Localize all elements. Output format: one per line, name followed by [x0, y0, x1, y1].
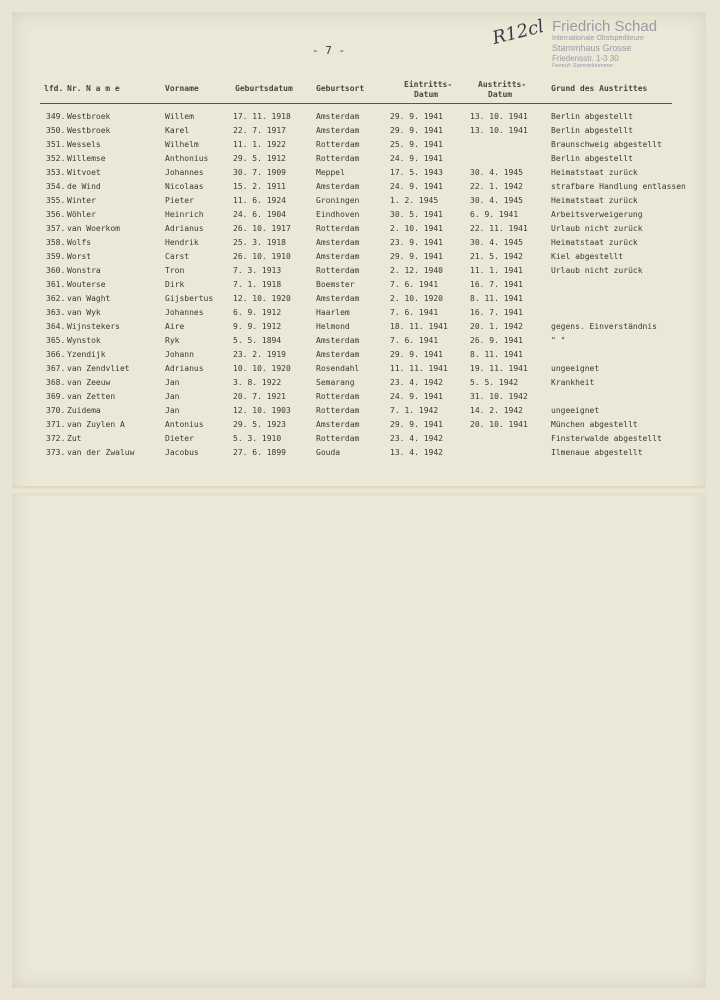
- table-row: [0, 434, 720, 448]
- cell-name: van Zendvliet: [67, 364, 130, 373]
- cell-geb: 20. 7. 1921: [233, 392, 286, 401]
- cell-vorname: Jan: [165, 406, 180, 415]
- cell-aus: 19. 11. 1941: [470, 364, 528, 373]
- cell-nr: 350.: [46, 126, 66, 135]
- cell-nr: 369.: [46, 392, 66, 401]
- cell-geb: 5. 5. 1894: [233, 336, 282, 345]
- cell-geb: 29. 5. 1923: [233, 420, 286, 429]
- cell-aus: 11. 1. 1941: [470, 266, 523, 275]
- table-row: [0, 224, 720, 238]
- cell-nr: 351.: [46, 140, 66, 149]
- cell-ort: Boemster: [316, 280, 355, 289]
- cell-grund: Berlin abgestellt: [551, 126, 633, 135]
- cell-name: van Zeeuw: [67, 378, 111, 387]
- cell-ort: Helmond: [316, 322, 350, 331]
- cell-nr: 370.: [46, 406, 66, 415]
- table-row: [0, 238, 720, 252]
- cell-aus: 31. 10. 1942: [470, 392, 528, 401]
- table-row: [0, 336, 720, 350]
- table-row: [0, 112, 720, 126]
- table-row: [0, 126, 720, 140]
- cell-ein: 29. 9. 1941: [390, 252, 443, 261]
- cell-geb: 5. 3. 1910: [233, 434, 282, 443]
- cell-vorname: Tron: [165, 266, 185, 275]
- cell-grund: Braunschweig abgestellt: [551, 140, 662, 149]
- cell-ort: Amsterdam: [316, 420, 360, 429]
- cell-ein: 24. 9. 1941: [390, 154, 443, 163]
- cell-grund: Heimatstaat zurück: [551, 196, 638, 205]
- cell-ort: Rotterdam: [316, 406, 360, 415]
- cell-ort: Amsterdam: [316, 336, 360, 345]
- cell-name: Wöhler: [67, 210, 96, 219]
- cell-aus: 22. 11. 1941: [470, 224, 528, 233]
- cell-name: Wijnstekers: [67, 322, 120, 331]
- table-row: [0, 196, 720, 210]
- cell-nr: 352.: [46, 154, 66, 163]
- cell-name: van Waght: [67, 294, 111, 303]
- cell-vorname: Hendrik: [165, 238, 199, 247]
- cell-ort: Rotterdam: [316, 224, 360, 233]
- cell-name: Westbroek: [67, 112, 111, 121]
- cell-geb: 22. 7. 1917: [233, 126, 286, 135]
- cell-name: Wouterse: [67, 280, 106, 289]
- cell-grund: Finsterwalde abgestellt: [551, 434, 662, 443]
- header-geburtsdatum: Geburtsdatum: [235, 84, 293, 93]
- cell-grund: Arbeitsverweigerung: [551, 210, 643, 219]
- cell-nr: 372.: [46, 434, 66, 443]
- table-row: [0, 140, 720, 154]
- cell-grund: ungeeignet: [551, 364, 600, 373]
- cell-ort: Haarlem: [316, 308, 350, 317]
- cell-vorname: Dieter: [165, 434, 194, 443]
- cell-name: Wolfs: [67, 238, 92, 247]
- cell-vorname: Nicolaas: [165, 182, 204, 191]
- cell-vorname: Johannes: [165, 308, 204, 317]
- cell-ein: 24. 9. 1941: [390, 392, 443, 401]
- cell-vorname: Carst: [165, 252, 190, 261]
- cell-vorname: Heinrich: [165, 210, 204, 219]
- cell-vorname: Jacobus: [165, 448, 199, 457]
- cell-geb: 24. 6. 1904: [233, 210, 286, 219]
- cell-nr: 358.: [46, 238, 66, 247]
- table-row: [0, 280, 720, 294]
- table-row: [0, 322, 720, 336]
- stamp-line: Friedrich Schad: [552, 18, 658, 35]
- cell-name: van Zetten: [67, 392, 116, 401]
- cell-geb: 29. 5. 1912: [233, 154, 286, 163]
- cell-ein: 11. 11. 1941: [390, 364, 448, 373]
- cell-geb: 9. 9. 1912: [233, 322, 282, 331]
- table-row: [0, 252, 720, 266]
- cell-vorname: Pieter: [165, 196, 194, 205]
- cell-name: Wynstok: [67, 336, 101, 345]
- table-header: [0, 80, 720, 104]
- cell-aus: 20. 10. 1941: [470, 420, 528, 429]
- cell-geb: 15. 2. 1911: [233, 182, 286, 191]
- table-row: [0, 210, 720, 224]
- cell-name: Willemse: [67, 154, 106, 163]
- cell-ort: Groningen: [316, 196, 360, 205]
- stamp-line: Internationale Obstspediteure: [552, 35, 644, 43]
- cell-ein: 7. 6. 1941: [390, 280, 439, 289]
- cell-aus: 13. 10. 1941: [470, 112, 528, 121]
- cell-name: Zuidema: [67, 406, 101, 415]
- cell-ein: 24. 9. 1941: [390, 182, 443, 191]
- cell-name: Witvoet: [67, 168, 101, 177]
- cell-ein: 23. 4. 1942: [390, 378, 443, 387]
- cell-nr: 361.: [46, 280, 66, 289]
- cell-vorname: Aire: [165, 322, 185, 331]
- cell-geb: 7. 1. 1918: [233, 280, 282, 289]
- cell-vorname: Willem: [165, 112, 194, 121]
- cell-ein: 17. 5. 1943: [390, 168, 443, 177]
- stamp-line: Fernruf: Sammelnummer: [552, 62, 614, 69]
- cell-ort: Eindhoven: [316, 210, 360, 219]
- cell-nr: 362.: [46, 294, 66, 303]
- cell-geb: 23. 2. 1919: [233, 350, 286, 359]
- cell-nr: 357.: [46, 224, 66, 233]
- cell-vorname: Ryk: [165, 336, 180, 345]
- cell-aus: 22. 1. 1942: [470, 182, 523, 191]
- cell-nr: 371.: [46, 420, 66, 429]
- cell-grund: Berlin abgestellt: [551, 154, 633, 163]
- cell-ort: Amsterdam: [316, 252, 360, 261]
- cell-ort: Meppel: [316, 168, 345, 177]
- cell-geb: 26. 10. 1910: [233, 252, 291, 261]
- cell-ort: Amsterdam: [316, 112, 360, 121]
- cell-aus: 13. 10. 1941: [470, 126, 528, 135]
- cell-ort: Gouda: [316, 448, 341, 457]
- cell-grund: Urlaub nicht zurück: [551, 224, 643, 233]
- cell-ein: 23. 4. 1942: [390, 434, 443, 443]
- header-geburtsort: Geburtsort: [316, 84, 365, 93]
- cell-nr: 366.: [46, 350, 66, 359]
- cell-geb: 30. 7. 1909: [233, 168, 286, 177]
- cell-ein: 7. 6. 1941: [390, 308, 439, 317]
- cell-ein: 7. 1. 1942: [390, 406, 439, 415]
- cell-grund: Heimatstaat zurück: [551, 168, 638, 177]
- cell-ein: 29. 9. 1941: [390, 420, 443, 429]
- cell-geb: 11. 1. 1922: [233, 140, 286, 149]
- cell-grund: " ": [551, 336, 566, 345]
- cell-grund: Kiel abgestellt: [551, 252, 624, 261]
- cell-nr: 360.: [46, 266, 66, 275]
- cell-vorname: Dirk: [165, 280, 185, 289]
- cell-ort: Rotterdam: [316, 392, 360, 401]
- table-row: [0, 350, 720, 364]
- cell-geb: 12. 10. 1920: [233, 294, 291, 303]
- table-row: [0, 182, 720, 196]
- cell-ein: 2. 10. 1920: [390, 294, 443, 303]
- cell-vorname: Jan: [165, 392, 180, 401]
- cell-aus: 5. 5. 1942: [470, 378, 519, 387]
- table-row: [0, 364, 720, 378]
- header-rule: [40, 103, 672, 104]
- cell-name: van der Zwaluw: [67, 448, 135, 457]
- cell-ort: Rotterdam: [316, 140, 360, 149]
- cell-aus: 8. 11. 1941: [470, 350, 523, 359]
- cell-grund: Urlaub nicht zurück: [551, 266, 643, 275]
- cell-ein: 29. 9. 1941: [390, 350, 443, 359]
- cell-vorname: Wilhelm: [165, 140, 199, 149]
- cell-ein: 1. 2. 1945: [390, 196, 439, 205]
- cell-geb: 11. 6. 1924: [233, 196, 286, 205]
- cell-grund: gegens. Einverständnis: [551, 322, 657, 331]
- cell-aus: 16. 7. 1941: [470, 280, 523, 289]
- cell-ein: 29. 9. 1941: [390, 112, 443, 121]
- cell-ein: 25. 9. 1941: [390, 140, 443, 149]
- cell-name: Westbroek: [67, 126, 111, 135]
- cell-nr: 365.: [46, 336, 66, 345]
- header-nr: Nr.: [67, 84, 82, 93]
- cell-grund: ungeeignet: [551, 406, 600, 415]
- header-name: N a m e: [86, 84, 120, 93]
- cell-vorname: Johann: [165, 350, 194, 359]
- header-lfd: lfd.: [44, 84, 64, 93]
- cell-nr: 373.: [46, 448, 66, 457]
- table-row: [0, 168, 720, 182]
- cell-name: de Wind: [67, 182, 101, 191]
- cell-aus: 14. 2. 1942: [470, 406, 523, 415]
- cell-ort: Rotterdam: [316, 266, 360, 275]
- cell-ein: 2. 12. 1940: [390, 266, 443, 275]
- cell-ort: Rotterdam: [316, 154, 360, 163]
- cell-name: van Zuylen A: [67, 420, 125, 429]
- cell-nr: 364.: [46, 322, 66, 331]
- cell-aus: 16. 7. 1941: [470, 308, 523, 317]
- cell-ein: 30. 5. 1941: [390, 210, 443, 219]
- header-austritt-datum: Datum: [488, 90, 513, 99]
- cell-aus: 21. 5. 1942: [470, 252, 523, 261]
- cell-grund: Krankheit: [551, 378, 595, 387]
- header-austritt: Austritts-: [478, 80, 527, 89]
- cell-nr: 355.: [46, 196, 66, 205]
- cell-vorname: Karel: [165, 126, 190, 135]
- header-eintritt: Eintritts-: [404, 80, 453, 89]
- cell-ein: 23. 9. 1941: [390, 238, 443, 247]
- company-stamp: [552, 18, 702, 74]
- cell-name: Wessels: [67, 140, 101, 149]
- cell-geb: 25. 3. 1918: [233, 238, 286, 247]
- cell-vorname: Gijsbertus: [165, 294, 214, 303]
- table-row: [0, 406, 720, 420]
- cell-vorname: Johannes: [165, 168, 204, 177]
- cell-aus: 30. 4. 1945: [470, 168, 523, 177]
- cell-name: Zut: [67, 434, 82, 443]
- cell-nr: 349.: [46, 112, 66, 121]
- cell-ort: Amsterdam: [316, 350, 360, 359]
- cell-geb: 7. 3. 1913: [233, 266, 282, 275]
- table-row: [0, 154, 720, 168]
- table-row: [0, 448, 720, 462]
- cell-name: Yzendijk: [67, 350, 106, 359]
- cell-vorname: Adrianus: [165, 364, 204, 373]
- cell-ort: Amsterdam: [316, 238, 360, 247]
- cell-grund: Berlin abgestellt: [551, 112, 633, 121]
- cell-geb: 12. 10. 1903: [233, 406, 291, 415]
- header-eintritt-datum: Datum: [414, 90, 439, 99]
- cell-vorname: Adrianus: [165, 224, 204, 233]
- table-row: [0, 420, 720, 434]
- handwritten-signature: R12cl: [490, 15, 547, 50]
- cell-nr: 363.: [46, 308, 66, 317]
- table-row: [0, 378, 720, 392]
- cell-ort: Rosendahl: [316, 364, 360, 373]
- page-number: - 7 -: [312, 44, 346, 57]
- table-row: [0, 308, 720, 322]
- cell-geb: 17. 11. 1918: [233, 112, 291, 121]
- cell-geb: 10. 10. 1920: [233, 364, 291, 373]
- cell-aus: 8. 11. 1941: [470, 294, 523, 303]
- cell-nr: 353.: [46, 168, 66, 177]
- cell-ein: 18. 11. 1941: [390, 322, 448, 331]
- cell-vorname: Antonius: [165, 420, 204, 429]
- cell-vorname: Anthonius: [165, 154, 209, 163]
- table-row: [0, 294, 720, 308]
- cell-ort: Rotterdam: [316, 434, 360, 443]
- cell-name: Wonstra: [67, 266, 101, 275]
- stamp-line: Friedensstr. 1-3 30: [552, 53, 619, 63]
- cell-ort: Amsterdam: [316, 182, 360, 191]
- paper-fold: [12, 486, 706, 496]
- cell-ort: Amsterdam: [316, 126, 360, 135]
- cell-ein: 7. 6. 1941: [390, 336, 439, 345]
- cell-nr: 368.: [46, 378, 66, 387]
- cell-geb: 27. 6. 1899: [233, 448, 286, 457]
- table-body: [0, 112, 720, 462]
- cell-ort: Semarang: [316, 378, 355, 387]
- cell-ein: 2. 10. 1941: [390, 224, 443, 233]
- cell-aus: 20. 1. 1942: [470, 322, 523, 331]
- cell-name: Worst: [67, 252, 92, 261]
- cell-ein: 13. 4. 1942: [390, 448, 443, 457]
- cell-aus: 6. 9. 1941: [470, 210, 519, 219]
- cell-name: van Woerkom: [67, 224, 120, 233]
- cell-grund: Ilmenaue abgestellt: [551, 448, 643, 457]
- header-vorname: Vorname: [165, 84, 199, 93]
- cell-aus: 26. 9. 1941: [470, 336, 523, 345]
- cell-nr: 354.: [46, 182, 66, 191]
- cell-ein: 29. 9. 1941: [390, 126, 443, 135]
- cell-aus: 30. 4. 1945: [470, 238, 523, 247]
- cell-geb: 26. 10. 1917: [233, 224, 291, 233]
- cell-vorname: Jan: [165, 378, 180, 387]
- table-row: [0, 266, 720, 280]
- cell-geb: 3. 8. 1922: [233, 378, 282, 387]
- cell-grund: strafbare Handlung entlassen: [551, 182, 686, 191]
- cell-nr: 359.: [46, 252, 66, 261]
- table-row: [0, 392, 720, 406]
- cell-nr: 367.: [46, 364, 66, 373]
- cell-ort: Amsterdam: [316, 294, 360, 303]
- cell-nr: 356.: [46, 210, 66, 219]
- stamp-line: Stammhaus Grosse: [552, 43, 632, 54]
- cell-grund: Heimatstaat zurück: [551, 238, 638, 247]
- cell-name: Winter: [67, 196, 96, 205]
- cell-geb: 6. 9. 1912: [233, 308, 282, 317]
- cell-aus: 30. 4. 1945: [470, 196, 523, 205]
- header-grund: Grund des Austrittes: [551, 84, 648, 93]
- cell-grund: München abgestellt: [551, 420, 638, 429]
- cell-name: van Wyk: [67, 308, 101, 317]
